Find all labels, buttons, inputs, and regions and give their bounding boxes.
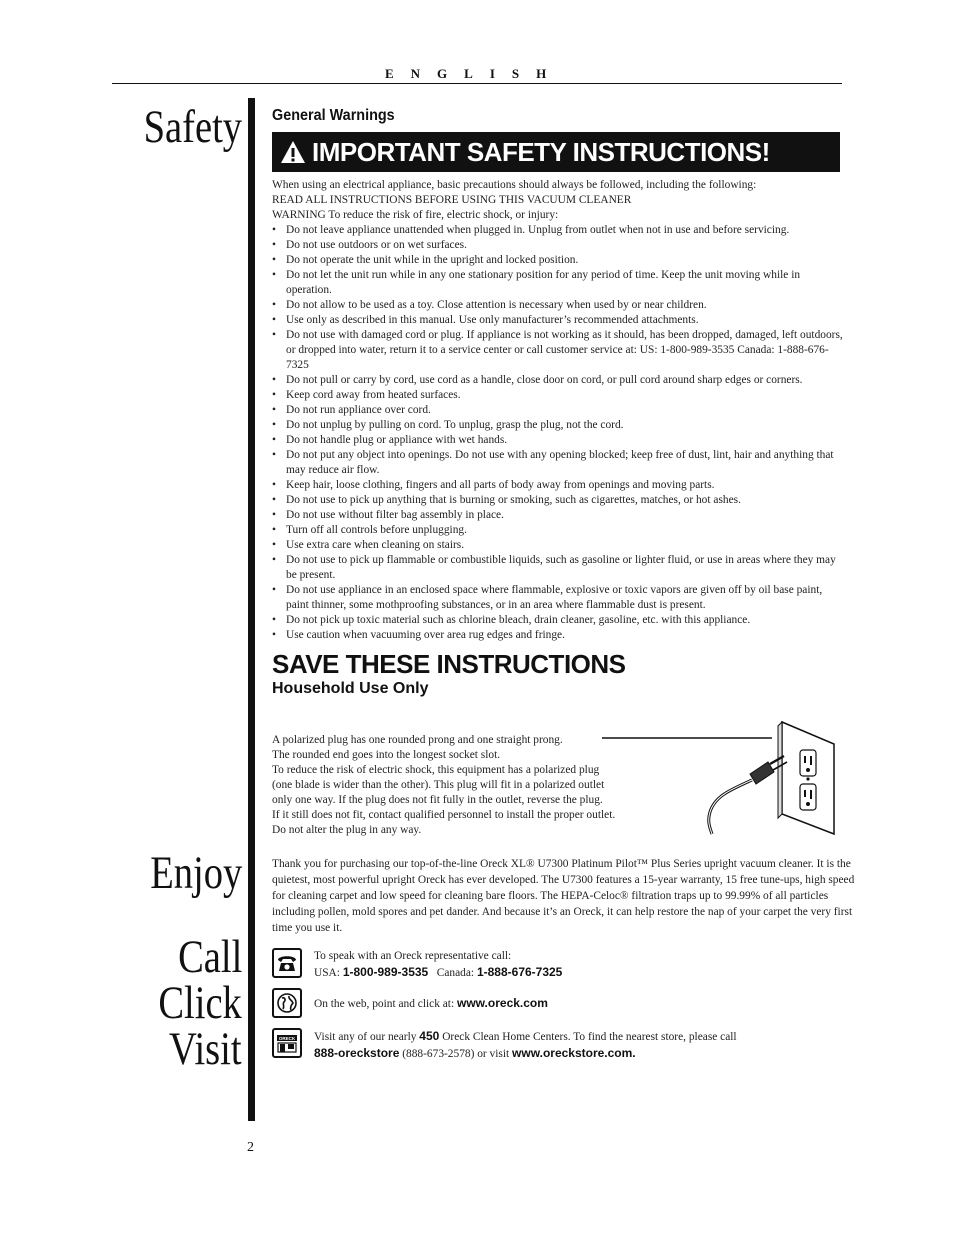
general-warnings-heading: General Warnings [272, 107, 395, 124]
storefront-icon [272, 1028, 302, 1058]
language-header: ENGLISH [385, 66, 564, 81]
warning-item: • Do not use without filter bag assembly in place. [272, 508, 847, 523]
canada-label: Canada: [436, 967, 475, 979]
warning-item: • Use only as described in this manual. Use only manufacturer’s recommended attachments. [272, 313, 847, 328]
side-label-call: Call [177, 931, 242, 983]
warning-item: • Do not unplug by pulling on cord. To unplug, grasp the plug, not the cord. [272, 418, 847, 433]
warning-item: • Do not handle plug or appliance with wet hands. [272, 433, 847, 448]
call-details [314, 948, 562, 981]
plug-info-line: only one way. If the plug does not fit fully in the outlet, reverse the plug. [272, 794, 603, 806]
side-label-visit: Visit [169, 1023, 242, 1075]
plug-info-line: To reduce the risk of electric shock, this equipment has a polarized plug [272, 764, 600, 776]
warning-item: • Keep hair, loose clothing, fingers and all parts of body away from openings and moving parts. [272, 478, 847, 493]
visit-intro: Visit any of our nearly [314, 1031, 417, 1043]
intro-line: READ ALL INSTRUCTIONS BEFORE USING THIS VACUUM CLEANER [272, 194, 632, 206]
side-label-enjoy: Enjoy [149, 847, 242, 899]
household-use-label: Household Use Only [272, 680, 429, 697]
warning-item: • Do not leave appliance unattended when plugged in. Unplug from outlet when not in use and before servicing. [272, 223, 847, 238]
plug-info-line: If it still does not fit, contact qualified personnel to install the proper outlet. [272, 809, 616, 821]
warning-item: • Do not put any object into openings. Do not use with any opening blocked; keep free of dust, lint, hair and anything that may reduce air flow. [272, 448, 847, 478]
warning-item: • Do not pull or carry by cord, use cord as a handle, close door on cord, or pull cord around sharp edges or corners. [272, 373, 847, 388]
plug-info-line: The rounded end goes into the longest socket slot. [272, 749, 501, 761]
banner-title: IMPORTANT SAFETY INSTRUCTIONS! [312, 136, 770, 167]
warning-item: • Do not use appliance in an enclosed space where flammable, explosive or toxic vapors are given off by oil base paint, paint thinner, some mothproofing substances, or in an area where flammable dust is present. [272, 583, 847, 613]
usa-phone[interactable]: 1-800-989-3535 [342, 965, 429, 979]
warning-item: • Use extra care when cleaning on stairs. [272, 538, 847, 553]
warning-item: • Turn off all controls before unplugging. [272, 523, 847, 538]
safety-section [272, 105, 847, 699]
contact-web-row [272, 988, 548, 1018]
intro-line: When using an electrical appliance, basic precautions should always be followed, including the following: [272, 179, 757, 191]
warning-item: • Keep cord away from heated surfaces. [272, 388, 847, 403]
warning-item: • Do not use to pick up anything that is burning or smoking, such as cigarettes, matches, or hot ashes. [272, 493, 847, 508]
side-label-safety: Safety [143, 101, 242, 153]
usa-label: USA: [314, 967, 340, 979]
web-intro: On the web, point and click at: [314, 998, 455, 1010]
warning-item: • Do not run appliance over cord. [272, 403, 847, 418]
safety-banner [272, 132, 840, 172]
warning-item: • Do not allow to be used as a toy. Close attention is necessary when used by or near children. [272, 298, 847, 313]
contact-call-row [272, 948, 562, 981]
warning-item: • Do not use outdoors or on wet surfaces. [272, 238, 847, 253]
warning-item: • Do not pick up toxic material such as chlorine bleach, drain cleaner, gasoline, etc. with this appliance. [272, 613, 847, 628]
globe-icon [272, 988, 302, 1018]
intro-line: WARNING To reduce the risk of fire, electric shock, or injury: [272, 209, 559, 221]
store-count: 450 [419, 1029, 440, 1043]
warning-item: • Use caution when vacuuming over area rug edges and fringe. [272, 628, 847, 643]
contact-visit-row [272, 1028, 737, 1062]
plug-info-line: (one blade is wider than the other). This plug will fit in a polarized outlet [272, 779, 605, 791]
visit-details [314, 1028, 737, 1062]
store-phone-digits: (888-673-2578) or visit [402, 1048, 510, 1060]
warning-triangle-icon [280, 140, 306, 164]
store-website-link[interactable]: www.oreckstore.com. [512, 1046, 636, 1060]
oreck-website-link[interactable]: www.oreck.com [457, 996, 548, 1010]
warning-item: • Do not operate the unit while in the upright and locked position. [272, 253, 847, 268]
plug-info-line: Do not alter the plug in any way. [272, 824, 422, 836]
thank-you-paragraph: Thank you for purchasing our top-of-the-line Oreck XL® U7300 Platinum Pilot™ Plus Series upright vacuum cleaner. It is the quietest, most powerful upright Oreck has ever developed. The U7300 features a 15-year warranty, 15 free tune-ups, high speed for cleaning carpet and low speed for cleaning bare floors. The HEPA-Celoc® filtration traps up to 99.99% of all particles including pollen, mold spores and pet dander. And because it’s an Oreck, it can help restore the nap of your carpet the very first time you use it. [272, 858, 855, 934]
page-number: 2 [247, 1140, 254, 1155]
side-label-click: Click [158, 977, 242, 1029]
section-vertical-bar [248, 98, 255, 1121]
polarized-plug-outlet-illustration [600, 716, 840, 836]
warning-item: • Do not use to pick up flammable or combustible liquids, such as gasoline or lighter fluid, or use in areas where they may be present. [272, 553, 847, 583]
call-intro: To speak with an Oreck representative call: [314, 950, 512, 962]
phone-numbers [314, 964, 562, 981]
warning-item: • Do not use with damaged cord or plug. If appliance is not working as it should, has been dropped, damaged, left outdoors, or dropped into water, return it to a service center or call customer service at: US: 1-800-989-3535 Canada: 1-888-676-7325 [272, 328, 847, 373]
visit-mid: Oreck Clean Home Centers. To find the nearest store, please call [442, 1031, 737, 1043]
store-phone-word[interactable]: 888-oreckstore [314, 1046, 400, 1060]
canada-phone[interactable]: 1-888-676-7325 [476, 965, 563, 979]
warnings-intro [272, 178, 847, 223]
warnings-list [272, 223, 847, 643]
telephone-icon [272, 948, 302, 978]
warning-item: • Do not let the unit run while in any one stationary position for any period of time. Keep the unit moving while in operation. [272, 268, 847, 298]
save-instructions-title: SAVE THESE INSTRUCTIONS [272, 649, 626, 679]
web-details [314, 988, 548, 1012]
plug-info-line: A polarized plug has one rounded prong and one straight prong. [272, 734, 563, 746]
store-sign-text: ORECK [278, 1036, 296, 1041]
header-rule [112, 83, 842, 84]
